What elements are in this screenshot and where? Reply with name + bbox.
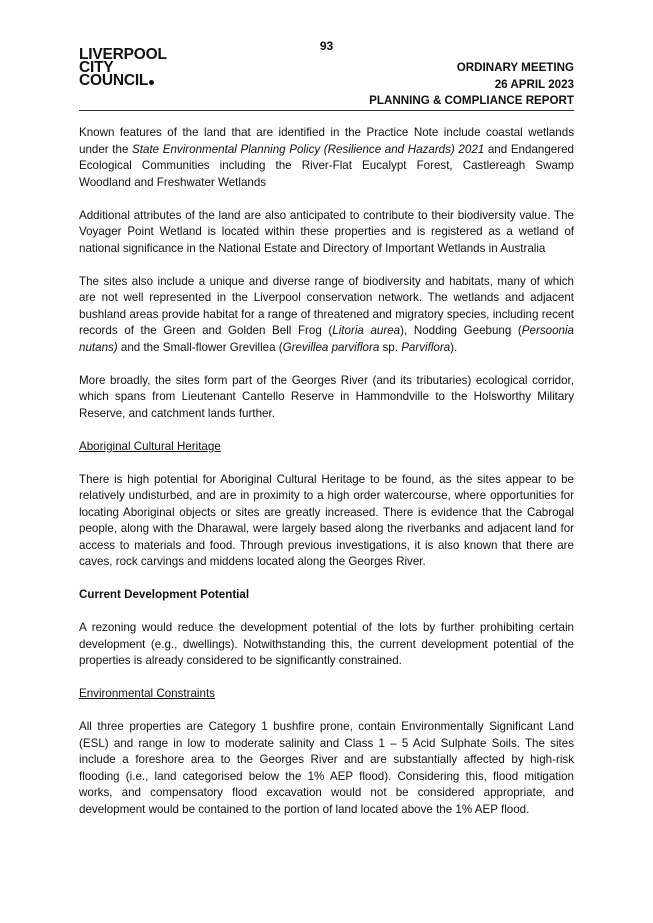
paragraph-known-features: [79, 125, 574, 191]
paragraph-development-potential: A rezoning would reduce the development potential of the lots by further prohibiting certain development (e.g., dwellings). Notwithstanding this, the current development potential of the properties is already considered to be significantly constrained.: [79, 621, 574, 667]
paragraph-biodiversity: [79, 274, 574, 357]
species-name: Grevillea parviflora: [282, 340, 380, 354]
paragraph-cultural-heritage: There is high potential for Aboriginal Cultural Heritage to be found, as the sites appear to be relatively undisturbed, and are in proximity to a high order watercourse, where opportunities for locating Aboriginal objects or sites are greatly increased. There is evidence that the Cabrogal people, along with the Dharawal, were largely based along the riverbanks and adjacent land for access to materials and food. Through previous investigations, it is also known that there are caves, rock carvings and middens located along the Georges River.: [79, 472, 574, 568]
species-name: Parviflora: [401, 340, 451, 354]
paragraph-environmental-constraints: All three properties are Category 1 bushfire prone, contain Environmentally Significant Land (ESL) and range in low to moderate salinity and Class 1 – 5 Acid Sulphate Soils. The sites include a foreshore area to the Georges River and are substantially affected by high-risk flooding (i.e., land categorised below the 1% AEP flood). Considering this, flood mitigation works, and compensatory flood excavation would not be considered appropriate, and development would be contained to the portion of land located above the 1% AEP flood.: [79, 720, 574, 816]
heading-current-development-potential: Current Development Potential: [79, 588, 250, 601]
text-segment: ), Nodding Geebung (: [400, 324, 522, 337]
report-title: PLANNING & COMPLIANCE REPORT: [369, 94, 574, 107]
logo-line-3-text: COUNCIL: [79, 72, 149, 90]
logo-line-3: [79, 72, 167, 90]
header-divider: [79, 110, 574, 111]
text-segment: The sites also include a unique and diverse range of biodiversity and habitats, many of which are not well represented in the Liverpool conservation network. The wetlands and adjacent bushland areas provide habitat for a range of threatened and migratory species, including recent records of the Green and Golden Bell Frog (: [79, 274, 574, 337]
meeting-title: ORDINARY MEETING: [456, 61, 574, 74]
heading-aboriginal-cultural-heritage: Aboriginal Cultural Heritage: [79, 439, 221, 453]
logo-dot-icon: [149, 80, 154, 85]
heading-environmental-constraints: Environmental Constraints: [79, 687, 215, 700]
report-header: [369, 60, 574, 110]
species-name: Litoria aurea: [332, 324, 401, 337]
species-name: Persoonia nutans): [79, 324, 574, 354]
meeting-date: 26 APRIL 2023: [494, 77, 574, 91]
logo-line-2: CITY: [79, 59, 114, 77]
logo-line-1: LIVERPOOL: [79, 46, 167, 63]
report-body: [79, 125, 574, 818]
text-segment: ).: [450, 340, 458, 354]
paragraph-additional-attributes: Additional attributes of the land are also anticipated to contribute to their biodiversity value. The Voyager Point Wetland is located within these properties and is registered as a wetland of national significance in the National Estate and Directory of Important Wetlands in Australia: [79, 208, 574, 255]
council-logo: [79, 48, 167, 88]
text-segment: Known features of the land that are identified in the Practice Note include coastal wetlands under the: [79, 126, 574, 156]
page-number: 93: [319, 39, 334, 53]
text-segment: and the Small-flower Grevillea (: [117, 340, 283, 354]
text-segment: and Endangered Ecological Communities including the River-Flat Eucalypt Forest, Castlereagh Swamp Woodland and Freshwater Wetlands: [79, 142, 575, 189]
policy-title: State Environmental Planning Policy (Resilience and Hazards) 2021: [132, 142, 485, 156]
paragraph-ecological-corridor: More broadly, the sites form part of the Georges River (and its tributaries) ecological corridor, which spans from Lieutenant Cantello Reserve in Hammondville to the Holsworthy Military Reserve, and catchment lands further.: [79, 373, 574, 420]
text-segment: sp.: [379, 340, 402, 354]
